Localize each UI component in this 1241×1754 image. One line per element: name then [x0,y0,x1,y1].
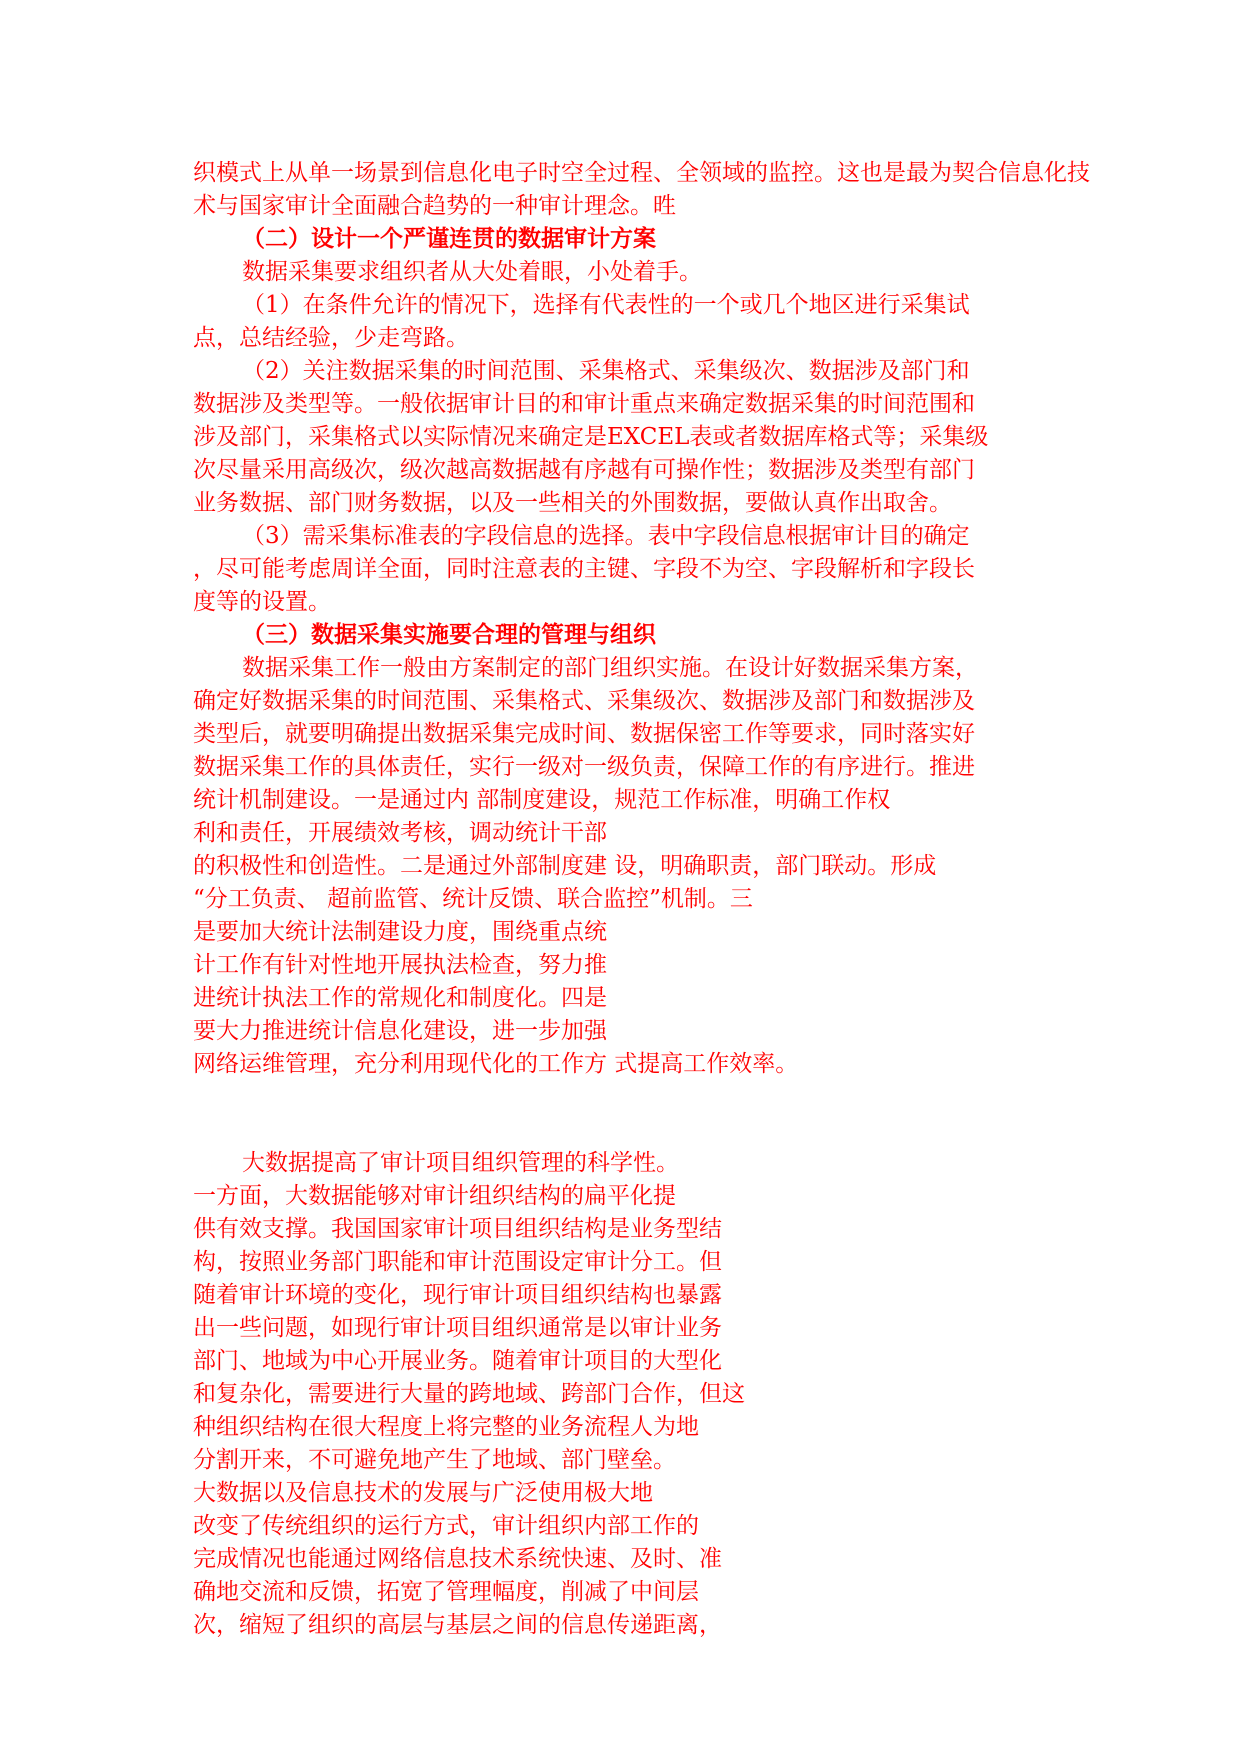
paragraph-line: 确地交流和反馈，拓宽了管理幅度，削减了中间层 [193,1579,699,1605]
paragraph-line: 分割开来，不可避免地产生了地域、部门壁垒。 [193,1447,676,1473]
paragraph-line: （2）关注数据采集的时间范围、采集格式、采集级次、数据涉及部门和 [242,358,970,384]
paragraph-line: 次尽量采用高级次，级次越高数据越有序越有可操作性；数据涉及类型有部门 [193,457,975,483]
paragraph-line: 数据涉及类型等。一般依据审计目的和审计重点来确定数据采集的时间范围和 [193,391,975,417]
paragraph-line: 业务数据、部门财务数据，以及一些相关的外围数据，要做认真作出取舍。 [193,490,952,516]
paragraph-line: 织模式上从单一场景到信息化电子时空全过程、全领域的监控。这也是最为契合信息化技 [193,160,1090,186]
paragraph-line: 网络运维管理，充分利用现代化的工作方 式提高工作效率。 [193,1051,799,1077]
paragraph-line: 点，总结经验，少走弯路。 [193,325,469,351]
paragraph-line: 涉及部门，采集格式以实际情况来确定是EXCEL表或者数据库格式等；采集级 [193,424,989,450]
paragraph-line: ，尽可能考虑周详全面，同时注意表的主键、字段不为空、字段解析和字段长 [193,556,975,582]
paragraph-line: 类型后，就要明确提出数据采集完成时间、数据保密工作等要求，同时落实好 [193,721,975,747]
paragraph-line: 进统计执法工作的常规化和制度化。四是 [193,985,607,1011]
paragraph-line: 一方面，大数据能够对审计组织结构的扁平化提 [193,1183,676,1209]
paragraph-line: 和复杂化，需要进行大量的跨地域、跨部门合作，但这 [193,1381,745,1407]
paragraph-line: 出一些问题，如现行审计项目组织通常是以审计业务 [193,1315,722,1341]
paragraph-line: 确定好数据采集的时间范围、采集格式、采集级次、数据涉及部门和数据涉及 [193,688,975,714]
paragraph-line: 部门、地域为中心开展业务。随着审计项目的大型化 [193,1348,722,1374]
paragraph-line: 度等的设置。 [193,589,331,615]
paragraph-line: 次，缩短了组织的高层与基层之间的信息传递距离， [193,1612,722,1638]
paragraph-line: 数据采集工作的具体责任，实行一级对一级负责，保障工作的有序进行。推进 [193,754,975,780]
paragraph-line: 要大力推进统计信息化建设，进一步加强 [193,1018,607,1044]
paragraph-line: 是要加大统计法制建设力度，围绕重点统 [193,919,607,945]
paragraph-line: “分工负责、 超前监管、统计反馈、联合监控”机制。三 [193,886,753,912]
paragraph-line: 的积极性和创造性。二是通过外部制度建 设，明确职责，部门联动。形成 [193,853,937,879]
section-heading: （二）设计一个严谨连贯的数据审计方案 [242,225,656,252]
paragraph-line: 数据采集工作一般由方案制定的部门组织实施。在设计好数据采集方案， [242,655,978,681]
paragraph-line: 完成情况也能通过网络信息技术系统快速、及时、准 [193,1546,722,1572]
paragraph-line: 随着审计环境的变化，现行审计项目组织结构也暴露 [193,1282,722,1308]
paragraph-line: 供有效支撑。我国国家审计项目组织结构是业务型结 [193,1216,722,1242]
section-heading: （三）数据采集实施要合理的管理与组织 [242,621,656,648]
paragraph-line: （3）需采集标准表的字段信息的选择。表中字段信息根据审计目的确定 [242,523,970,549]
paragraph-line: 统计机制建设。一是通过内 部制度建设，规范工作标准，明确工作权 [193,787,891,813]
paragraph-line: 种组织结构在很大程度上将完整的业务流程人为地 [193,1414,699,1440]
paragraph-line: 数据采集要求组织者从大处着眼，小处着手。 [242,259,702,285]
paragraph-line: 术与国家审计全面融合趋势的一种审计理念。甠 [193,193,676,219]
paragraph-line: 大数据提高了审计项目组织管理的科学性。 [242,1150,679,1176]
paragraph-line: 计工作有针对性地开展执法检查，努力推 [193,952,607,978]
paragraph-line: 改变了传统组织的运行方式，审计组织内部工作的 [193,1513,699,1539]
paragraph-line: 大数据以及信息技术的发展与广泛使用极大地 [193,1480,653,1506]
paragraph-line: （1）在条件允许的情况下，选择有代表性的一个或几个地区进行采集试 [242,292,970,318]
paragraph-line: 构，按照业务部门职能和审计范围设定审计分工。但 [193,1249,722,1275]
paragraph-line: 利和责任，开展绩效考核，调动统计干部 [193,820,607,846]
